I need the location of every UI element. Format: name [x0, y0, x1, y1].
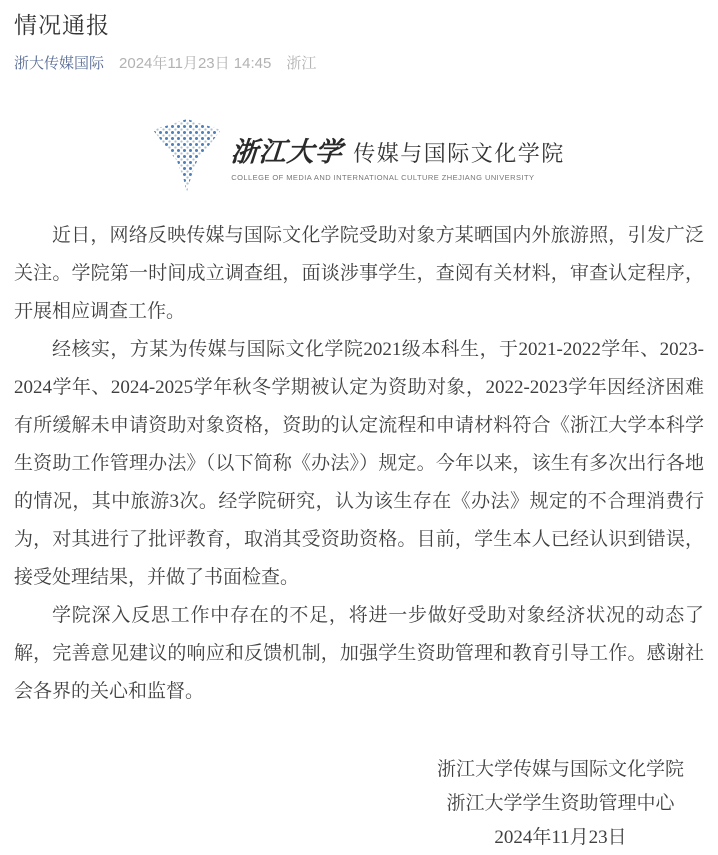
college-logo — [14, 110, 704, 202]
signature-block — [437, 753, 684, 855]
signature-date: 2024年11月23日 — [494, 827, 627, 848]
page-title: 情况通报 — [14, 12, 110, 38]
paragraph-2: 经核实，方某为传媒与国际文化学院2021级本科生，于2021-2022学年、2023-2024学年、2024-2025学年秋冬学期被认定为资助对象，2022-2023学年因经济困难有所缓解未申请资助对象资格，资助的认定流程和申请材料符合《浙江大学本科学生资助工作管理办法》（以下简称《办法》）规定。今年以来，该生有多次出行各地的情况，其中旅游3次。经学院研究，认为该生存在《办法》规定的不合理消费行为，对其进行了批评教育，取消其受资助资格。目前，学生本人已经认识到错误，接受处理结果，并做了书面检查。 — [14, 339, 704, 588]
zju-halftone-eagle-icon — [153, 119, 221, 195]
signature-aid-center: 浙江大学学生资助管理中心 — [446, 793, 675, 814]
college-english-name: COLLEGE OF MEDIA AND INTERNATIONAL CULTURE ZHEJIANG UNIVERSITY — [231, 173, 535, 182]
college-logo-text — [231, 130, 565, 182]
signature-college: 浙江大学传媒与国际文化学院 — [436, 759, 684, 780]
article-body — [14, 217, 704, 711]
college-logo-chinese-line — [231, 130, 565, 169]
paragraph-1: 近日，网络反映传媒与国际文化学院受助对象方某晒国内外旅游照，引发广泛关注。学院第一时间成立调查组，面谈涉事学生，查阅有关材料，审查认定程序，开展相应调查工作。 — [14, 225, 704, 322]
publish-location: 浙江 — [286, 55, 317, 72]
publish-date: 2024年11月23日 14:45 — [119, 55, 272, 72]
college-name: 传媒与国际文化学院 — [353, 141, 565, 166]
paragraph-3: 学院深入反思工作中存在的不足，将进一步做好受助对象经济状况的动态了解，完善意见建议的响应和反馈机制，加强学生资助管理和教育引导工作。感谢社会各界的关心和监督。 — [14, 605, 704, 702]
university-name: 浙江大学 — [229, 137, 345, 168]
byline — [14, 54, 704, 74]
account-name-link[interactable]: 浙大传媒国际 — [14, 55, 105, 72]
